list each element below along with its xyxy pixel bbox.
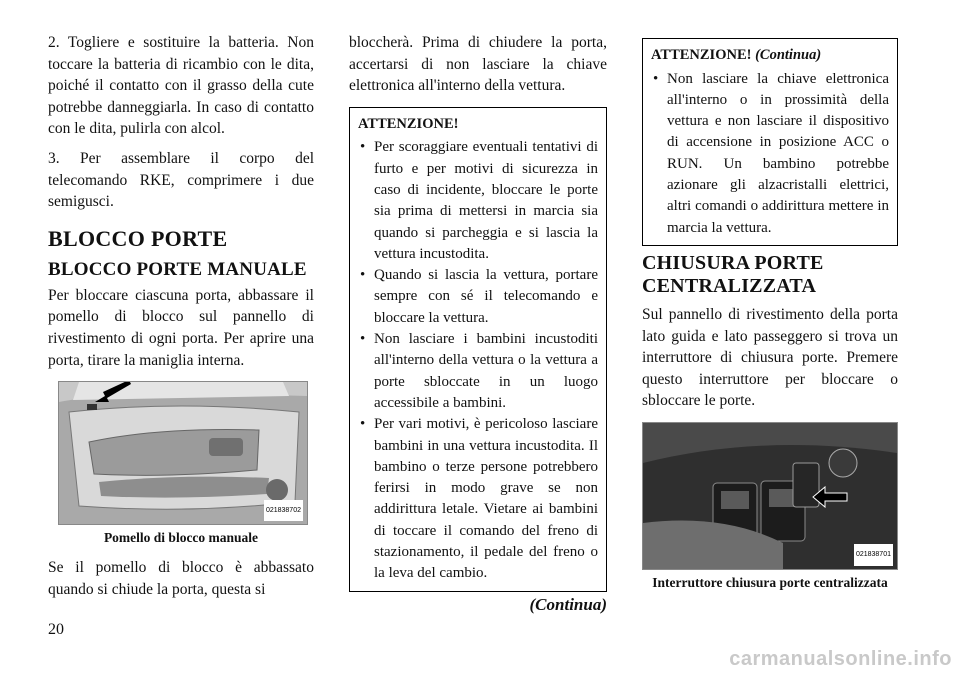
para-step-2: 2. Togliere e sostituire la batteria. Non toccare la batteria di ricambio con le dita, poiché il contatto con il grasso della cute potrebbe danneggiarla. In caso di contatto con le dita, pulirla con alcol.	[48, 34, 314, 138]
warning-item: • Quando si lascia la vettura, portare sempre con sé il telecomando e bloccare la vettura.	[358, 265, 598, 329]
heading-blocco-porte-manuale: BLOCCO PORTE MANUALE	[48, 258, 307, 280]
page-number: 20	[48, 621, 64, 638]
warning-box-continued	[642, 38, 898, 246]
figure-code: 021838702	[264, 500, 303, 522]
para-top: bloccherà. Prima di chiudere la porta, accertarsi di non lasciare la chiave elettronica all'interno della vettura.	[349, 34, 607, 95]
figure-code: 021838701	[854, 544, 893, 566]
warning-list	[651, 69, 889, 239]
warning-list	[358, 137, 598, 584]
heading-blocco-porte: BLOCCO PORTE	[48, 225, 228, 251]
warning-title-continued: (Continua)	[755, 47, 822, 63]
arrow-pointer-icon	[93, 381, 133, 406]
para-step-3: 3. Per assemblare il corpo del telecomando RKE, comprimere i due semigusci.	[48, 149, 314, 211]
warning-item: • Per vari motivi, è pericoloso lasciare bambini in una vettura incustodita. Il bambino o terze persone potrebbero ferirsi in modo grave se non addirittura letale. Vietare ai bambini di toccare il comando del freno di stazionamento, il pedale del freno o la leva del cambio.	[358, 414, 598, 584]
warning-title-text: ATTENZIONE!	[651, 47, 752, 63]
figure-manual-lock	[48, 381, 314, 547]
warning-item: • Non lasciare la chiave elettronica all'interno o in prossimità della vettura e non lasciare il dispositivo di accensione in posizione ACC o RUN. Un bambino potrebbe azionare gli alzacristalli elettrici, altri comandi o addirittura mettere in marcia la vettura.	[651, 69, 889, 239]
para-manual-lock: Per bloccare ciascuna porta, abbassare il pomello di blocco sul pannello di rivestimento di ogni porta. Per aprire una porta, tirare la maniglia interna.	[48, 286, 314, 369]
warning-title	[651, 45, 889, 67]
para-after-figure: Se il pomello di blocco è abbassato quando si chiude la porta, questa si	[48, 559, 314, 598]
warning-box	[349, 107, 607, 592]
heading-chiusura-centralizzata: CHIUSURA PORTE CENTRALIZZATA	[642, 251, 824, 297]
watermark: carmanualsonline.info	[729, 648, 952, 670]
figure-central-locking	[642, 422, 898, 592]
arrow-pointer-icon	[811, 483, 849, 509]
column-middle	[349, 32, 607, 615]
warning-item: • Per scoraggiare eventuali tentativi di furto e per motivi di sicurezza in caso di incidente, bloccare le porte sia prima di mettersi in marcia sia quando si parcheggia e si lascia la vettura incustodita.	[358, 137, 598, 265]
column-left	[48, 32, 314, 608]
column-right	[642, 32, 898, 592]
continua-label: (Continua)	[529, 594, 607, 614]
door-panel-image	[58, 381, 308, 525]
para-central-locking: Sul pannello di rivestimento della porta lato guida e lato passeggero si trova un interruttore di chiusura porte. Premere questo interruttore per bloccare o sbloccare le porte.	[642, 305, 898, 410]
figure-caption: Pomello di blocco manuale	[103, 530, 259, 546]
warning-title: ATTENZIONE!	[358, 115, 459, 132]
figure-caption: Interruttore chiusura porte centralizzata	[652, 574, 888, 590]
switch-panel-image	[642, 422, 898, 570]
warning-item: • Non lasciare i bambini incustoditi all'interno della vettura o la vettura a porte sbloccate in un luogo accessibile a bambini.	[358, 329, 598, 414]
